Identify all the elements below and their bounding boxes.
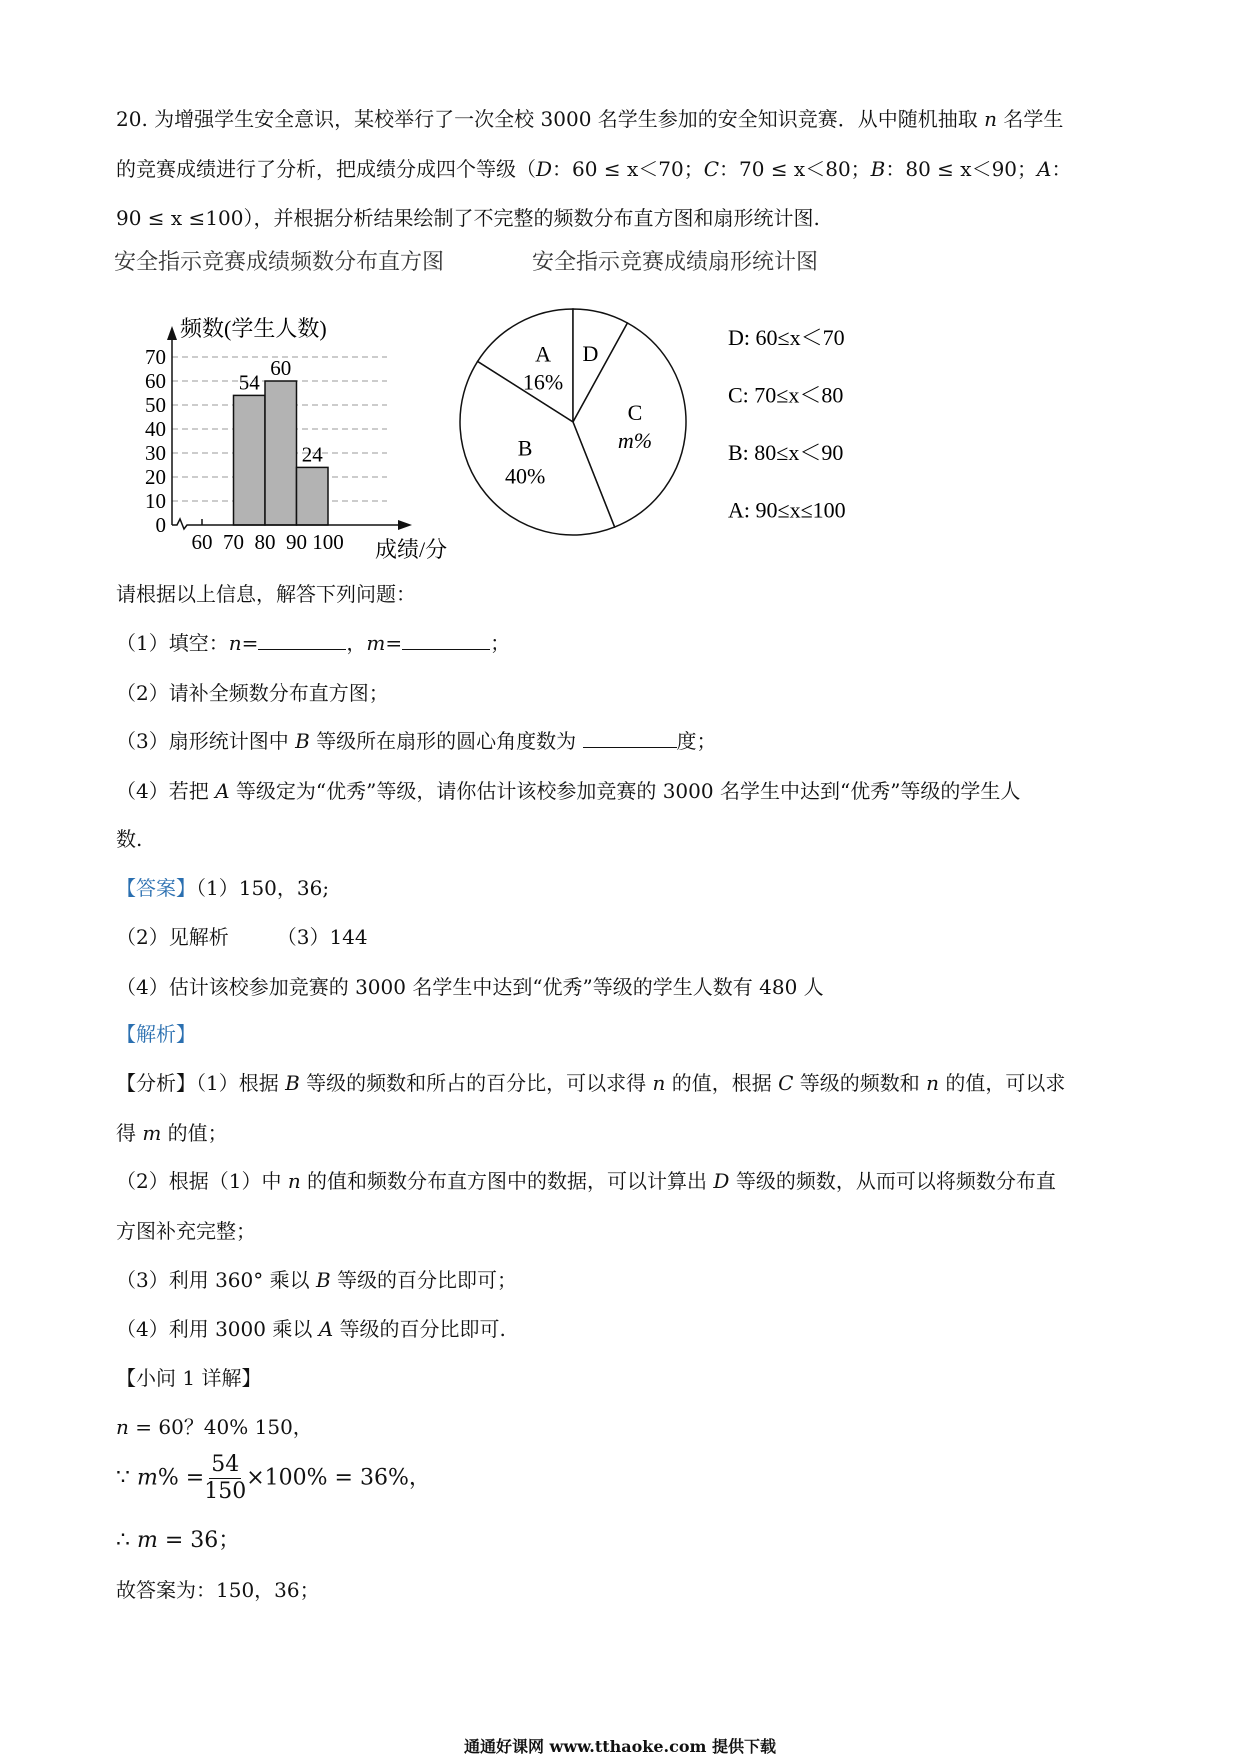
answer-tag: 【答案】	[116, 876, 196, 900]
y-tick-label: 10	[145, 489, 166, 513]
var-n: n	[984, 107, 998, 131]
question-4-cont: 数.	[116, 827, 143, 851]
problem-line-2	[116, 156, 1071, 182]
text: （3）扇形统计图中	[116, 729, 296, 753]
text: 的值，根据	[665, 1071, 779, 1095]
grade-d: D	[536, 157, 553, 181]
histogram-caption: 安全指示竞赛成绩频数分布直方图	[114, 250, 445, 275]
bar-value-label: 54	[238, 370, 260, 395]
text: 的值；	[161, 1121, 228, 1145]
text: ：80 ≤ x＜90；	[885, 157, 1038, 181]
text: n	[926, 1071, 940, 1095]
text: 20. 为增强学生安全意识，某校举行了一次全校 3000 名学生参加的安全知识竞赛．从中随机抽取	[116, 107, 985, 131]
fraction	[204, 1452, 246, 1505]
pie-legend-item: A: 90≤x≤100	[728, 497, 846, 523]
y-tick-label: 0	[155, 513, 166, 537]
text: ；	[490, 631, 511, 655]
text: ×100% = 36%，	[246, 1465, 431, 1491]
problem-line-1	[116, 106, 1063, 132]
numerator: 54	[211, 1452, 240, 1477]
text: 【分析】（1）根据	[116, 1071, 286, 1095]
x-tick-label: 70	[223, 530, 244, 554]
analysis-p2-cont: 方图补充完整；	[116, 1219, 256, 1243]
text: 等级所在扇形的圆心角度数为	[309, 729, 583, 753]
text: D	[713, 1169, 730, 1193]
text: 的值和频数分布直方图中的数据，可以计算出	[300, 1169, 714, 1193]
text: 等级的百分比即可.	[333, 1317, 506, 1341]
text: n	[287, 1169, 301, 1193]
footer: 通通好课网 www.tthaoke.com 提供下载	[463, 1737, 777, 1756]
y-tick-label: 70	[145, 345, 166, 369]
text: m=	[366, 631, 403, 655]
pie-slice-name: A	[535, 341, 552, 367]
text: n	[116, 1415, 129, 1439]
text: 等级定为“优秀”等级，请你估计该校参加竞赛的 3000 名学生中达到“优秀”等级的学生人	[229, 779, 1021, 803]
analysis-p1	[116, 1070, 1065, 1096]
text: （3）利用 360° 乘以	[116, 1268, 316, 1292]
question-4	[116, 778, 1020, 804]
text: ：	[1051, 157, 1072, 181]
histogram-bar	[265, 381, 297, 525]
question-3	[116, 728, 717, 754]
text: 等级的频数和所占的百分比，可以求得	[299, 1071, 653, 1095]
y-tick-label: 60	[145, 369, 166, 393]
analysis-tag: 【解析】	[116, 1022, 196, 1046]
pie-slice-name: D	[582, 341, 599, 367]
text: 的值，可以求	[939, 1071, 1066, 1095]
text: m	[142, 1121, 162, 1145]
grade-a: A	[1037, 157, 1052, 181]
answer-blank-n[interactable]	[258, 631, 346, 650]
text: （1）150，36;	[196, 876, 330, 900]
question-1	[116, 630, 510, 656]
x-tick-label: 80	[254, 530, 276, 554]
text: 得	[116, 1121, 143, 1145]
text: （2）见解析	[116, 925, 229, 949]
text: m	[137, 1528, 158, 1553]
detail-heading: 【小问 1 详解】	[116, 1366, 262, 1390]
x-tick-label: 60	[191, 530, 213, 554]
text: （3）144	[276, 925, 368, 949]
text: （4）若把	[116, 779, 216, 803]
text: 名学生	[997, 107, 1064, 131]
text: = 60？40% 150，	[128, 1415, 313, 1439]
y-axis-title: 频数(学生人数)	[180, 316, 327, 341]
text: % =	[157, 1465, 205, 1491]
eq-n	[116, 1414, 313, 1440]
text: B	[295, 729, 310, 753]
text: 等级的频数，从而可以将频数分布直	[729, 1169, 1056, 1193]
grade-b: B	[870, 157, 886, 181]
answer-blank-m[interactable]	[402, 631, 490, 650]
therefore-symbol: ∴	[116, 1528, 137, 1553]
x-axis-arrow-icon	[398, 520, 412, 530]
pie-slice-name: C	[627, 399, 643, 425]
eq-m-percent	[116, 1452, 431, 1505]
eq-m	[116, 1528, 240, 1554]
text: ：60 ≤ x＜70；	[552, 157, 704, 181]
analysis-p4	[116, 1316, 506, 1342]
grade-c: C	[703, 157, 720, 181]
text: B	[285, 1071, 300, 1095]
x-axis-title: 成绩/分	[375, 537, 448, 562]
text: 度；	[676, 729, 717, 753]
answer-2-3	[116, 924, 368, 950]
pie-caption: 安全指示竞赛成绩扇形统计图	[532, 250, 819, 275]
problem-line-3: 90 ≤ x ≤100），并根据分析结果绘制了不完整的频数分布直方图和扇形统计图.	[116, 206, 820, 230]
text: A	[215, 779, 230, 803]
x-tick-label: 90	[286, 530, 307, 554]
y-tick-label: 50	[145, 393, 166, 417]
pie-legend-item: D: 60≤x＜70	[728, 325, 845, 350]
text: A	[318, 1317, 334, 1341]
text: 等级的频数和	[793, 1071, 927, 1095]
bar-value-label: 24	[301, 442, 323, 467]
pie-slice-name: B	[517, 435, 533, 461]
pie-slice-label: m%	[617, 427, 653, 453]
text: n=	[228, 631, 259, 655]
text: B	[315, 1268, 331, 1292]
histogram-bar	[297, 467, 329, 525]
text: ：70 ≤ x＜80；	[719, 157, 871, 181]
y-axis-arrow-icon	[167, 326, 177, 340]
answer-4: （4）估计该校参加竞赛的 3000 名学生中达到“优秀”等级的学生人数有 480 人	[116, 975, 824, 999]
text: ，	[346, 631, 367, 655]
answer-1	[116, 875, 329, 901]
pie-slice-label: 16%	[522, 369, 564, 395]
histogram-bar	[234, 395, 266, 525]
y-tick-label: 40	[145, 417, 166, 441]
answer-blank-angle[interactable]	[583, 729, 677, 748]
question-2: （2）请补全频数分布直方图；	[116, 681, 389, 705]
text: C	[778, 1071, 794, 1095]
pie-legend-item: B: 80≤x＜90	[728, 440, 844, 465]
final-answer: 故答案为：150，36；	[116, 1578, 320, 1602]
x-tick-label: 100	[312, 530, 344, 554]
text: 的竞赛成绩进行了分析，把成绩分成四个等级（	[116, 157, 536, 181]
text: （4）利用 3000 乘以	[116, 1317, 319, 1341]
because-symbol: ∵	[116, 1465, 137, 1491]
analysis-p1-cont	[116, 1120, 228, 1146]
text: n	[652, 1071, 666, 1095]
pie-slice-label: 40%	[504, 463, 546, 489]
denominator: 150	[204, 1479, 247, 1504]
y-tick-label: 20	[145, 465, 166, 489]
text: = 36；	[157, 1528, 241, 1553]
text: m	[137, 1465, 158, 1491]
analysis-p2	[116, 1168, 1056, 1194]
charts	[0, 290, 1240, 590]
pie-legend-item: C: 70≤x＜80	[728, 382, 844, 408]
questions-intro: 请根据以上信息，解答下列问题：	[116, 582, 416, 606]
y-tick-label: 30	[145, 441, 166, 465]
text: 等级的百分比即可；	[330, 1268, 518, 1292]
text: （1）填空：	[116, 631, 229, 655]
text: （2）根据（1）中	[116, 1169, 288, 1193]
bar-value-label: 60	[270, 356, 292, 380]
analysis-p3	[116, 1267, 517, 1293]
